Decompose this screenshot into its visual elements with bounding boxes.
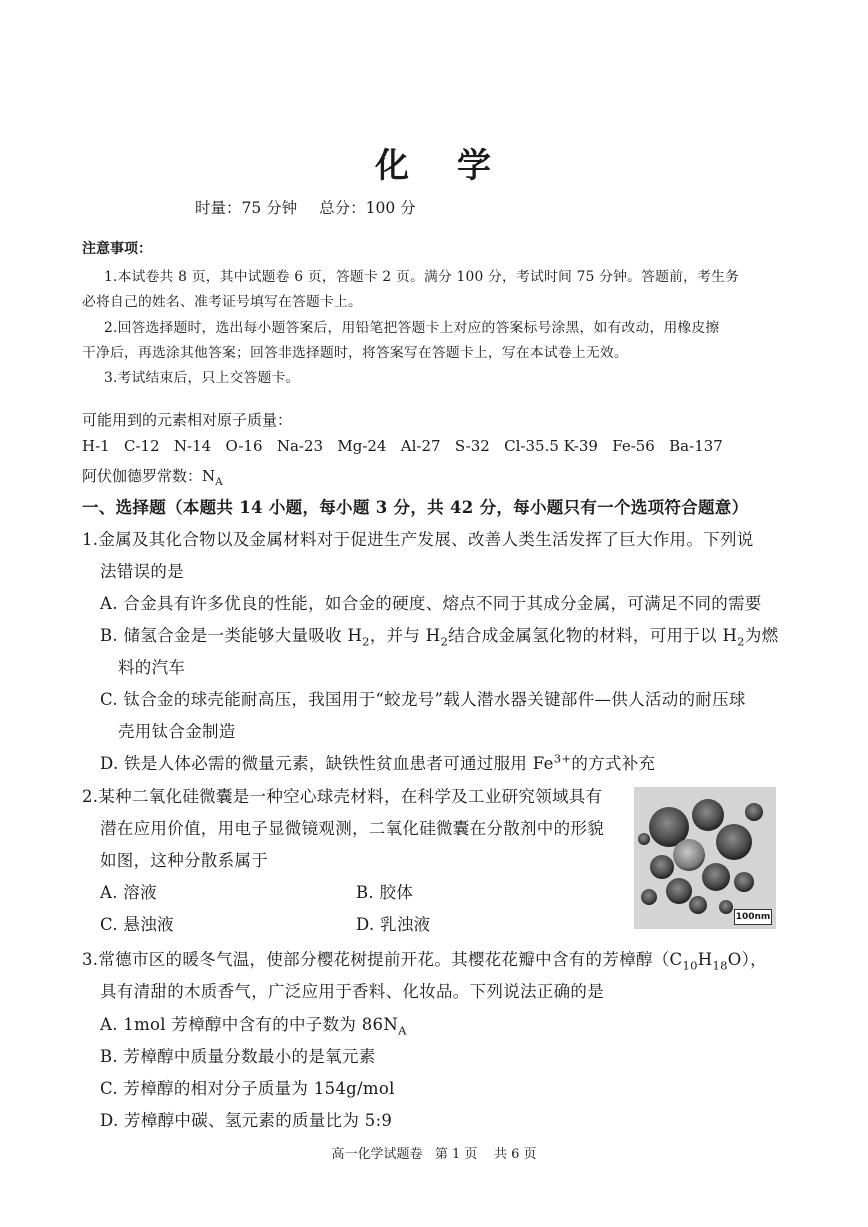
q3-stem: 具有清甜的木质香气，广泛应用于香料、化妆品。下列说法正确的是 bbox=[100, 982, 604, 1001]
q1-option-a: A. 合金具有许多优良的性能，如合金的硬度、熔点不同于其成分金属，可满足不同的需要 bbox=[100, 594, 762, 613]
page-footer: 高一化学试题卷 第 1 页 共 6 页 bbox=[331, 1147, 537, 1162]
masses-heading: 可能用到的元素相对原子质量： bbox=[82, 411, 293, 429]
q1-option-c: C. 钛合金的球壳能耐高压，我国用于“蛟龙号”载人潜水器关键部件—供人活动的耐压球 bbox=[100, 690, 746, 709]
q3-stem: 3.常德市区的暖冬气温，使部分樱花树提前开花。其樱花花瓣中含有的芳樟醇$(C_{10}H_{18}O)$， bbox=[82, 950, 767, 973]
avogadro-line: 阿伏伽德罗常数：$N_A$ bbox=[82, 467, 223, 488]
exam-score: 总分：100 分 bbox=[319, 199, 416, 217]
exam-time: 时量：75 分钟 bbox=[195, 199, 298, 217]
q1-option-b: B. 储氢合金是一类能够大量吸收 $H_2$，并与 $H_2$结合成金属氢化物的材料，可用于以 $H_2$为燃 bbox=[100, 626, 779, 649]
q1-option-d: D. 铁是人体必需的微量元素，缺铁性贫血患者可通过服用 $Fe^{3+}$的方式补充 bbox=[100, 751, 656, 773]
q1-stem: 1.金属及其化合物以及金属材料对于促进生产发展、改善人类生活发挥了巨大作用。下列说 bbox=[82, 530, 754, 549]
notice-line: 2.回答选择题时，选出每小题答案后，用铅笔把答题卡上对应的答案标号涂黑，如有改动，用橡皮擦 bbox=[104, 320, 720, 336]
q2-stem: 潜在应用价值，用电子显微镜观测，二氧化硅微囊在分散剂中的形貌 bbox=[100, 819, 604, 838]
q3-option-c: C. 芳樟醇的相对分子质量为 154g/mol bbox=[100, 1079, 395, 1098]
masses-list: H-1 C-12 N-14 O-16 Na-23 Mg-24 Al-27 S-32 Cl-35.5 K-39 Fe-56 Ba-137 bbox=[82, 437, 723, 455]
notice-line: 必将自己的姓名、准考证号填写在答题卡上。 bbox=[82, 294, 362, 310]
q2-stem: 如图，这种分散系属于 bbox=[100, 851, 268, 870]
q2-option-c: C. 悬浊液 bbox=[100, 915, 174, 934]
q2-option-d: D. 乳浊液 bbox=[356, 915, 431, 934]
q3-option-b: B. 芳樟醇中质量分数最小的是氧元素 bbox=[100, 1047, 376, 1066]
page-title: 化 学 bbox=[375, 146, 493, 186]
notice-heading: 注意事项： bbox=[82, 241, 152, 257]
q2-option-b: B. 胶体 bbox=[356, 883, 414, 902]
notice-line: 3.考试结束后，只上交答题卡。 bbox=[104, 370, 300, 386]
q1-option-c: 壳用钛合金制造 bbox=[118, 722, 236, 741]
microcapsule-image bbox=[634, 787, 776, 929]
q2-stem: 2.某种二氧化硅微囊是一种空心球壳材料，在科学及工业研究领域具有 bbox=[82, 787, 603, 806]
exam-meta bbox=[195, 196, 416, 218]
q3-option-a: A. 1mol 芳樟醇中含有的中子数为 $86N_A$ bbox=[100, 1015, 407, 1038]
microcapsule-spheres bbox=[634, 787, 776, 929]
scale-bar: 100nm bbox=[734, 909, 772, 925]
q2-option-a: A. 溶液 bbox=[100, 883, 157, 902]
q3-option-d: D. 芳樟醇中碳、氢元素的质量比为 5:9 bbox=[100, 1111, 393, 1130]
notice-line: 干净后，再选涂其他答案；回答非选择题时，将答案写在答题卡上，写在本试卷上无效。 bbox=[82, 345, 628, 361]
section-heading: 一、选择题（本题共 14 小题，每小题 3 分，共 42 分，每小题只有一个选项符合题意） bbox=[82, 498, 749, 517]
notice-line: 1.本试卷共 8 页，其中试题卷 6 页，答题卡 2 页。满分 100 分，考试时间 75 分钟。答题前，考生务 bbox=[104, 269, 740, 285]
q1-option-b: 料的汽车 bbox=[118, 658, 186, 677]
q1-stem: 法错误的是 bbox=[100, 562, 184, 581]
